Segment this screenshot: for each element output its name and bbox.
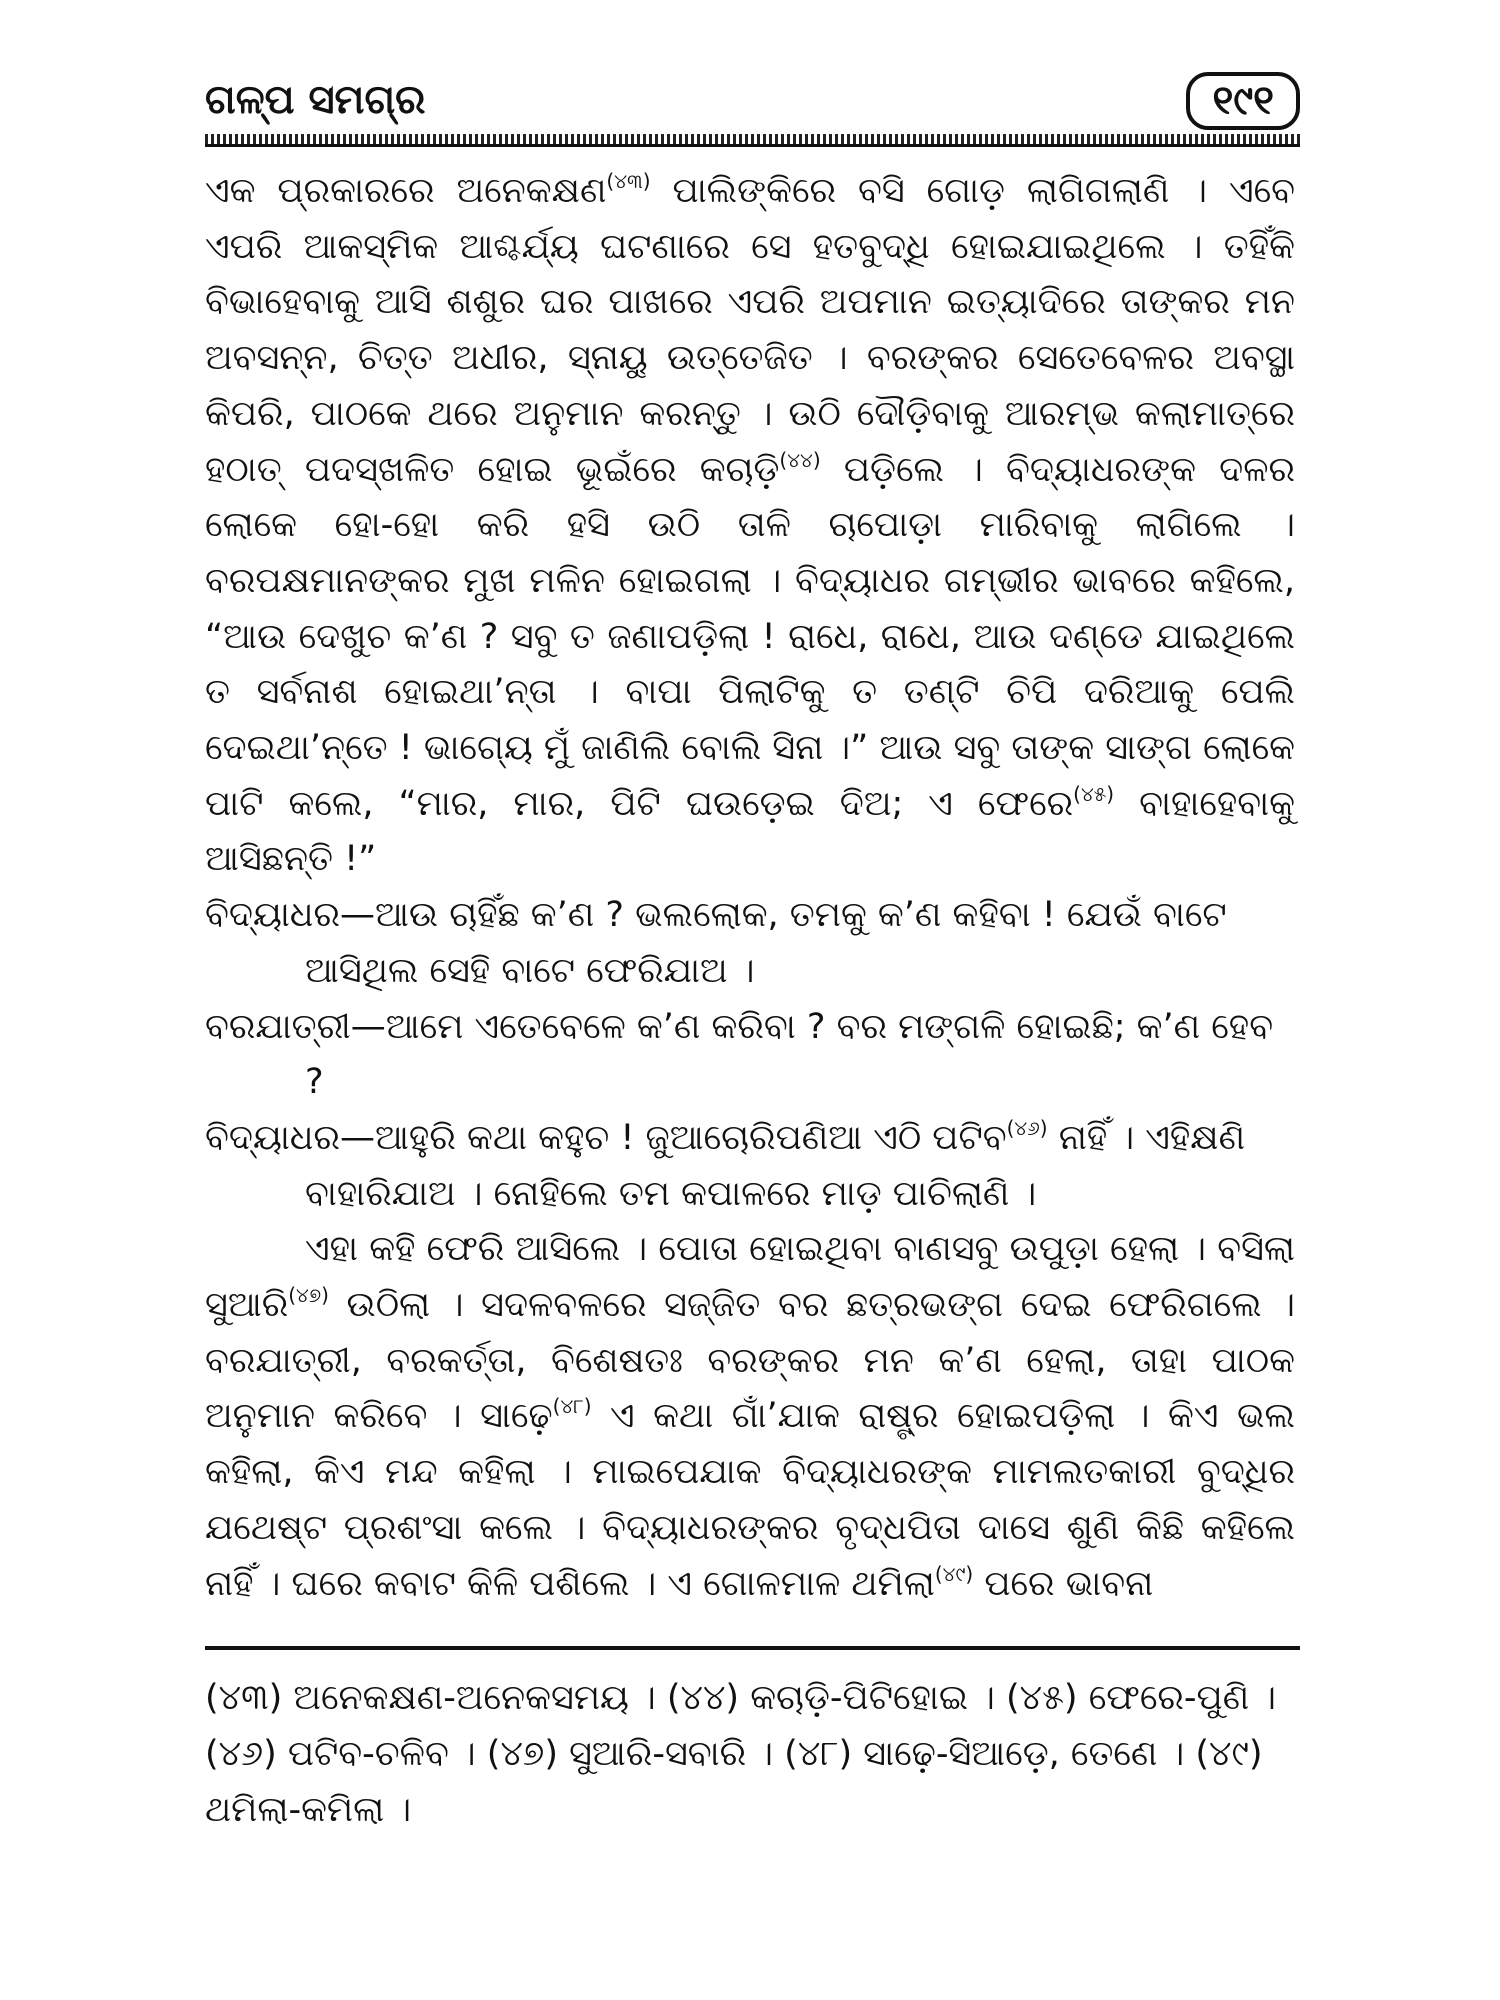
footnote-ref-48: (୪୮) <box>552 1394 592 1419</box>
dialogue-barayatri: ବରଯାତ୍ରୀ—ଆମେ ଏତେବେଳେ କ’ଣ କରିବା ? ବର ମଙ୍ଗଳି ହୋଇଛି; କ’ଣ ହେବ ? <box>205 1006 1274 1103</box>
footnote-ref-47: (୪୭) <box>288 1283 329 1308</box>
footnote-ref-44: (୪୪) <box>779 447 821 472</box>
dialogue-vidyadhar-2: ବିଦ୍ୟାଧର—ଆହୁରି କଥା କହୁଚ ! ଜୁଆଚୋରିପଣିଆ ଏଠି ପଟିବ$^{(୪୬)}$ ନାହିଁ । ଏହିକ୍ଷଣି ବାହାରିଯାଅ । ନୋହିଲେ ତମ କପାଳରେ ମାଡ଼ ପାଚିଲାଣି । <box>205 1115 1246 1214</box>
book-title: ଗଳ୍ପ ସମଗ୍ର <box>205 77 426 123</box>
footnote-ref-43: (୪୩) <box>606 169 651 193</box>
body-text <box>205 164 1295 1612</box>
paragraph-1: ଏକ ପ୍ରକାରରେ ଅନେକକ୍ଷଣ$^{(୪୩)}$ ପାଲିଙ୍କିରେ ବସି ଗୋଡ଼ ଲାଗିଗଲାଣି । ଏବେ ଏପରି ଆକସ୍ମିକ ଆଶ୍ଚର୍ଯ୍ୟ ଘଟଣାରେ ସେ ହତବୁଦ୍ଧି ହୋଇଯାଇଥିଲେ । ତହିଁକି ବିଭାହେବାକୁ ଆସି ଶଶୁର ଘର ପାଖରେ ଏପରି ଅପମାନ ଇତ୍ୟାଦିରେ ତାଙ୍କର ମନ ଅବସନ୍ନ, ଚିତ୍ତ ଅଧୀର, ସ୍ନାୟୁ ଉତ୍ତେଜିତ । ବରଙ୍କର ସେତେବେଳର ଅବସ୍ଥା କିପରି, ପାଠକେ ଥରେ ଅନୁମାନ କରନ୍ତୁ । ଉଠି ଦୌଡ଼ିବାକୁ ଆରମ୍ଭ କଲାମାତ୍ରେ ହଠାତ୍ ପଦସ୍ଖଳିତ ହୋଇ ଭୂଇଁରେ କଚାଡ଼ି$^{(୪୪)}$ ପଡ଼ିଲେ । ବିଦ୍ୟାଧରଙ୍କ ଦଳର ଲୋକେ ହୋ-ହୋ କରି ହସି ଉଠି ତାଳି ଚାପୋଡ଼ା ମାରିବାକୁ ଲାଗିଲେ । ବରପକ୍ଷମାନଙ୍କର ମୁଖ ମଳିନ ହୋଇଗଲା । ବିଦ୍ୟାଧର ଗମ୍ଭୀର ଭାବରେ କହିଲେ, “ଆଉ ଦେଖୁଚ କ’ଣ ? ସବୁ ତ ଜଣାପଡ଼ିଲା ! ରାଧେ, ରାଧେ, ଆଉ ଦଣ୍ଡେ ଯାଇଥିଲେ ତ ସର୍ବନାଶ ହୋଇଥା’ନ୍ତା । ବାପା ପିଲାଟିକୁ ତ ତଣ୍ଟି ଚିପି ଦରିଆକୁ ପେଲି ଦେଇଥା’ନ୍ତେ ! ଭାଗ୍ୟେ ମୁଁ ଜାଣିଲି ବୋଲି ସିନା ।” ଆଉ ସବୁ ତାଙ୍କ ସାଙ୍ଗ ଲୋକେ ପାଟି କଲେ, “ମାର, ମାର, ପିଟି ଘଉଡ଼େଇ ଦିଅ; ଏ ଫେରେ$^{(୪୫)}$ ବାହାହେବାକୁ ଆସିଛନ୍ତି !” <box>205 169 1295 880</box>
book-page <box>205 72 1295 1838</box>
footnote-divider <box>205 1646 1300 1650</box>
page-header <box>205 72 1295 142</box>
footnotes: (୪୩) ଅନେକକ୍ଷଣ-ଅନେକସମୟ । (୪୪) କଚାଡ଼ି-ପିଟିହୋଇ । (୪୫) ଫେରେ-ପୁଣି । (୪୬) ପଟିବ-ଚଳିବ । (୪୭) ସୁଆରି-ସବାରି । (୪୮) ସାଢ଼େ-ସିଆଡ଼େ, ତେଣେ । (୪୯) ଥମିଲା-କମିଲା । <box>205 1678 1277 1831</box>
footnote-ref-45: (୪୫) <box>1073 781 1115 806</box>
header-divider <box>205 134 1300 147</box>
page-number: ୧୯୧ <box>1186 72 1300 130</box>
footnote-ref-46: (୪୬) <box>1006 1115 1048 1140</box>
footnote-ref-49: (୪୯) <box>934 1561 974 1586</box>
dialogue-vidyadhar-1: ବିଦ୍ୟାଧର—ଆଉ ଚାହିଁଛ କ’ଣ ? ଭଲଲୋକ, ତମକୁ କ’ଣ କହିବା ! ଯେଉଁ ବାଟେ ଆସିଥିଲ ସେହି ବାଟେ ଫେରିଯାଅ । <box>205 895 1227 991</box>
paragraph-2: ଏହା କହି ଫେରି ଆସିଲେ । ପୋତା ହୋଇଥିବା ବାଣସବୁ ଉପୁଡ଼ା ହେଲା । ବସିଲା ସୁଆରି$^{(୪୭)}$ ଉଠିଲା । ସଦଳବଳରେ ସଜ୍ଜିତ ବର ଛତ୍ରଭଙ୍ଗ ଦେଇ ଫେରିଗଲେ । ବରଯାତ୍ରୀ, ବରକର୍ତ୍ତା, ବିଶେଷତଃ ବରଙ୍କର ମନ କ’ଣ ହେଲା, ତାହା ପାଠକ ଅନୁମାନ କରିବେ । ସାଢ଼େ$^{(୪୮)}$ ଏ କଥା ଗାଁ’ଯାକ ରାଷ୍ଟ୍ର ହୋଇପଡ଼ିଲା । କିଏ ଭଲ କହିଲା, କିଏ ମନ୍ଦ କହିଲା । ମାଇପେଯାକ ବିଦ୍ୟାଧରଙ୍କ ମାମଲତକାରୀ ବୁଦ୍ଧିର ଯଥେଷ୍ଟ ପ୍ରଶଂସା କଲେ । ବିଦ୍ୟାଧରଙ୍କର ବୃଦ୍ଧପିତା ଦାସେ ଶୁଣି କିଛି କହିଲେ ନାହିଁ । ଘରେ କବାଟ କିଳି ପଶିଲେ । ଏ ଗୋଳମାଳ ଥମିଲା$^{(୪୯)}$ ପରେ ଭାବନା <box>205 1229 1295 1604</box>
